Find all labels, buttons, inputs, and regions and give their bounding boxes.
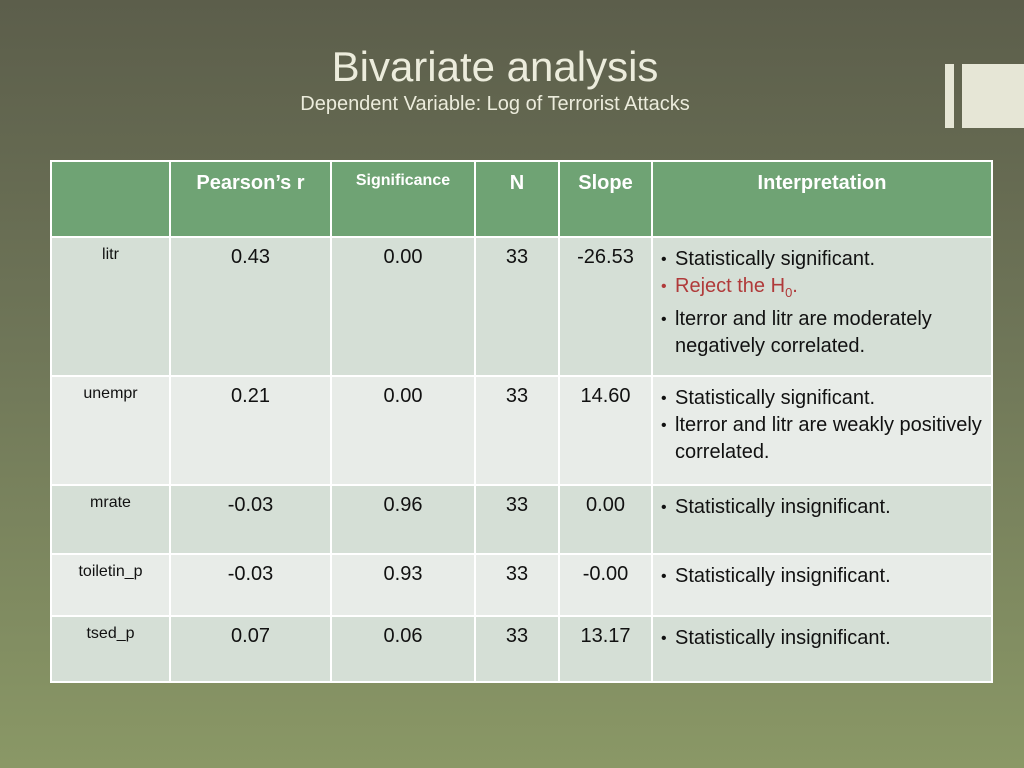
- cell-interpretation: [652, 485, 992, 554]
- cell-pearson-r: 0.21: [170, 376, 331, 485]
- cell-pearson-r: 0.43: [170, 237, 331, 376]
- interpretation-bullet: • Statistically significant.: [661, 385, 985, 412]
- interpretation-bullet: • Statistically insignificant.: [661, 494, 985, 521]
- interpretation-bullet: • Statistically insignificant.: [661, 563, 985, 590]
- cell-slope: 14.60: [559, 376, 652, 485]
- cell-significance: 0.96: [331, 485, 475, 554]
- cell-slope: 0.00: [559, 485, 652, 554]
- row-variable-label: unempr: [51, 376, 170, 485]
- header-slope: Slope: [559, 161, 652, 237]
- row-variable-label: toiletin_p: [51, 554, 170, 616]
- table-row: [51, 376, 992, 485]
- cell-significance: 0.06: [331, 616, 475, 682]
- decorative-bar-narrow: [945, 64, 954, 128]
- interpretation-list: [661, 563, 985, 590]
- cell-pearson-r: 0.07: [170, 616, 331, 682]
- cell-interpretation: [652, 376, 992, 485]
- interpretation-bullet: • lterror and litr are moderately negatively correlated.: [661, 306, 985, 360]
- cell-interpretation: [652, 554, 992, 616]
- interpretation-list: [661, 625, 985, 652]
- cell-pearson-r: -0.03: [170, 554, 331, 616]
- cell-significance: 0.93: [331, 554, 475, 616]
- header-significance: Significance: [331, 161, 475, 237]
- interpretation-list: [661, 246, 985, 360]
- decorative-bar-wide: [962, 64, 1024, 128]
- cell-slope: -26.53: [559, 237, 652, 376]
- table-row: [51, 616, 992, 682]
- interpretation-bullet: • Statistically significant.: [661, 246, 985, 273]
- interpretation-bullet: • lterror and litr are weakly positively correlated.: [661, 412, 985, 466]
- interpretation-list: [661, 494, 985, 521]
- cell-interpretation: [652, 237, 992, 376]
- cell-significance: 0.00: [331, 376, 475, 485]
- cell-slope: -0.00: [559, 554, 652, 616]
- header-variable: [51, 161, 170, 237]
- table-header-row: [51, 161, 992, 237]
- cell-significance: 0.00: [331, 237, 475, 376]
- bivariate-results-table: [50, 160, 993, 683]
- cell-n: 33: [475, 554, 559, 616]
- header-n: N: [475, 161, 559, 237]
- table-row: [51, 485, 992, 554]
- interpretation-list: [661, 385, 985, 466]
- cell-n: 33: [475, 616, 559, 682]
- cell-n: 33: [475, 376, 559, 485]
- interpretation-bullet: • Reject the $H_0$.: [661, 273, 985, 306]
- row-variable-label: litr: [51, 237, 170, 376]
- header-pearson-r: Pearson’s r: [170, 161, 331, 237]
- row-variable-label: tsed_p: [51, 616, 170, 682]
- interpretation-bullet: • Statistically insignificant.: [661, 625, 985, 652]
- cell-n: 33: [475, 237, 559, 376]
- table-row: [51, 237, 992, 376]
- cell-pearson-r: -0.03: [170, 485, 331, 554]
- slide-title-block: [0, 42, 990, 116]
- cell-interpretation: [652, 616, 992, 682]
- cell-slope: 13.17: [559, 616, 652, 682]
- slide-title: Bivariate analysis: [331, 43, 659, 90]
- table-row: [51, 554, 992, 616]
- cell-n: 33: [475, 485, 559, 554]
- header-interpretation: Interpretation: [652, 161, 992, 237]
- slide-subtitle: Dependent Variable: Log of Terrorist Attacks: [300, 93, 690, 115]
- row-variable-label: mrate: [51, 485, 170, 554]
